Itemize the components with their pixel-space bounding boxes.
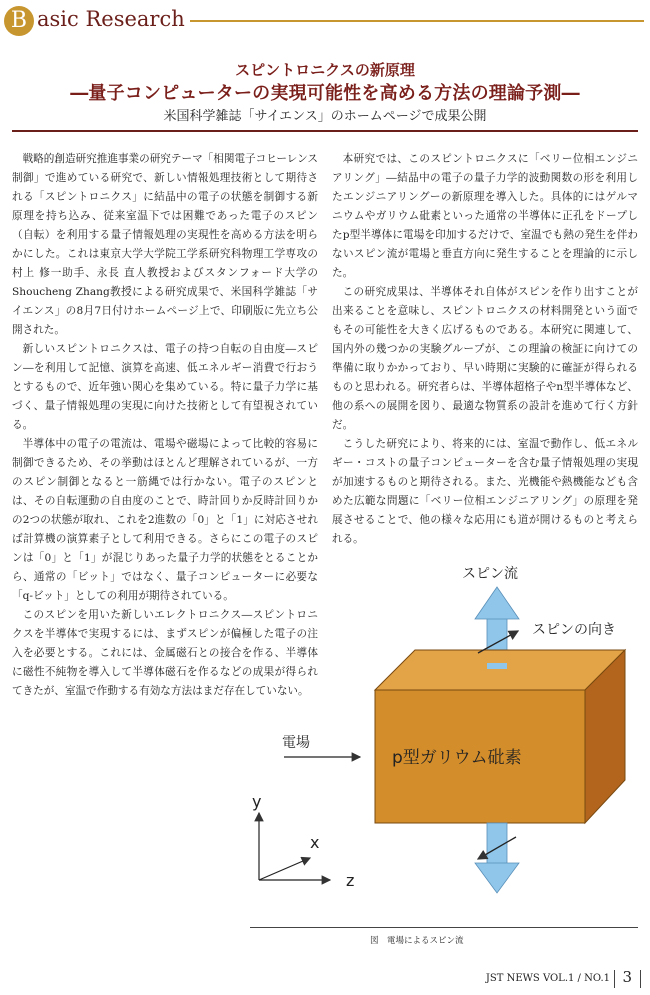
spin-direction-label: スピンの向き [532, 622, 616, 638]
axis-y-label: y [252, 792, 262, 811]
paragraph: このスピンを用いた新しいエレクトロニクス―スピントロニクスを半導体で実現するには、まずスピンが偏極した電子の注入を必要とする。これには、金属磁石との接合を作る、半導体に磁性不純物を導入して半導体磁石を作るなどの成果が得られてきたが、室温で作動する有効な方法はまだ存在していない。 [12, 609, 318, 697]
axis-z-label: z [346, 871, 355, 890]
gallium-arsenide-block [375, 650, 625, 823]
title-rule [12, 130, 638, 132]
spin-current-figure [240, 555, 650, 905]
right-column [332, 150, 638, 549]
paragraph: 本研究では、このスピントロニクスに「ベリー位相エンジニアリング」―結晶中の電子の量子力学的波動関数の形を利用したエンジニアリングーの新原理を導入した。具体的にはゲルマニウムやガリウム砒素といった通常の半導体に正孔をドープしたp型半導体に電場を印加するだけで、室温でも熱の発生を伴わないスピン流が電場と垂直方向に発生することを理論的に示した。 [332, 153, 638, 279]
electric-field-label: 電場 [282, 735, 310, 751]
axis-x-label: x [310, 833, 320, 852]
spin-current-label: スピン流 [462, 566, 518, 582]
article-subtitle: スピントロニクスの新原理 [235, 61, 415, 79]
spin-current-arrow-down [475, 823, 519, 893]
paragraph: 新しいスピントロニクスは、電子の持つ自転の自由度―スピン―を利用して記憶、演算を高速、低エネルギー消費で行おうとするもので、近年強い関心を集めている。特に量子力学に基づく、量子情報処理の実現に向けた技術として有望視されている。 [12, 343, 318, 431]
journal-name: JST NEWS VOL.1 / NO.1 [485, 973, 610, 984]
header-rule [190, 20, 644, 22]
figure-caption: 図 電場によるスピン流 [370, 936, 464, 946]
figure-rule [250, 927, 638, 928]
header-initial-badge: B [4, 6, 34, 36]
spin-current-arrow-base [487, 663, 507, 669]
paragraph: 半導体中の電子の電流は、電場や磁場によって比較的容易に制御できるため、その挙動はほとんど理解されているが、一方のスピン制御となると一筋縄では行かない。電子のスピンとは、その自転運動の自由度のことで、時計回りか反時計回りかの2つの状態が取れ、これを2進数の「0」と「1」に対応させれば計算機の演算素子として利用できる。さらにこの電子のスピンは「0」と「1」が混じりあった量子力学的状態をとることから、通常の「ビット」ではなく、量子コンピューターに必要な「q-ビット」としての利用が期待されている。 [12, 438, 318, 602]
footer-divider [640, 970, 641, 988]
article-note: 米国科学雑誌「サイエンス」のホームページで成果公開 [163, 109, 487, 124]
paragraph: この研究成果は、半導体それ自体がスピンを作り出すことが出来ることを意味し、スピントロニクスの材料開発という面でもその可能性を大きく広げるものである。本研究に関連して、国内外の幾つかの実験グループが、この理論の検証に向けての準備に取りかかっており、早い時期に実験的に確証が得られるものと思われる。研究者らは、半導体超格子やn型半導体など、他の系への展開を図り、最適な物質系の設計を進めて行く方針だ。 [332, 286, 638, 431]
paragraph: 戦略的創造研究推進事業の研究テーマ「相関電子コヒーレンス制御」で進めている研究で、新しい情報処理技術として期待される「スピントロニクス」に結晶中の電子の状態を制御する新原理を持ち込み、従来室温下では困難であった電子のスピン（自転）を利用する量子情報処理の実現性を高める方法を明らかにした。これは東京大学大学院工学系研究科物理工学専攻の村上 修一助手、永長 直人教授およびスタンフォード大学のShoucheng Zhang教授による研究成果で、米国科学雑誌「サイエンス」の8月7日付けホームページ上で、印刷版に先立ち公開された。 [12, 153, 318, 336]
paragraph: こうした研究により、将来的には、室温で動作し、低エネルギー・コストの量子コンピューターを含む量子情報処理の実現が加速するものと期待される。また、光機能や熱機能なども含めた広範な問題に「ベリー位相エンジニアリング」の原理を発展させることで、他の様々な応用にも道が開けるものと考えられる。 [332, 438, 638, 545]
page-number: 3 [622, 968, 632, 986]
block-label: p型ガリウム砒素 [392, 748, 522, 768]
footer-divider [614, 970, 615, 988]
article-title: ―量子コンピューターの実現可能性を高める方法の理論予測― [70, 83, 580, 104]
section-header: asic Research [37, 7, 185, 31]
